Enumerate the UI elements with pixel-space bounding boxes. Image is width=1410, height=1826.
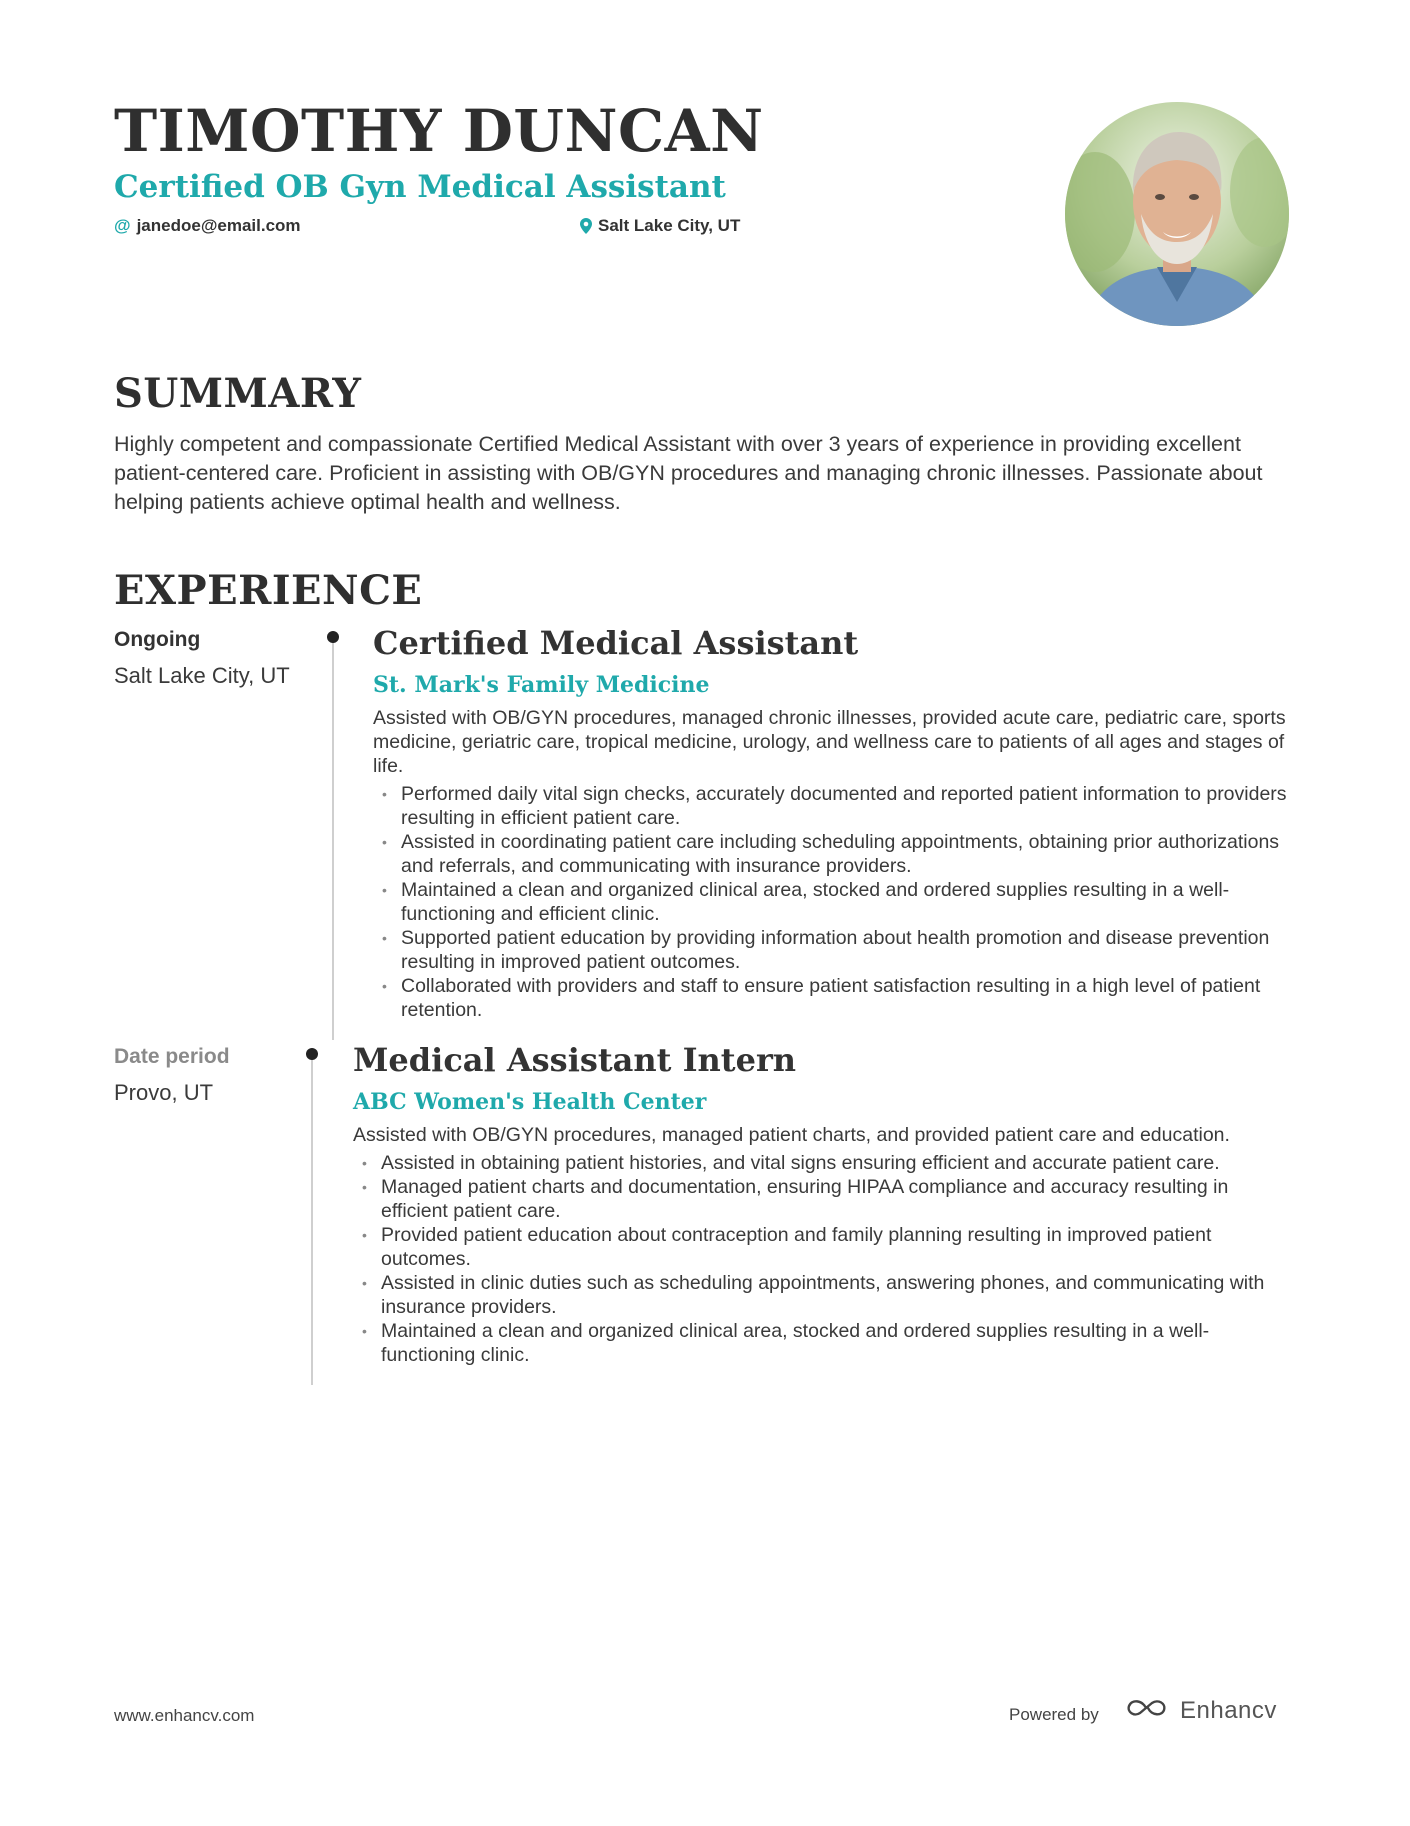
- bullet-item: • Performed daily vital sign checks, accurately documented and reported patient information to providers resulting in efficient patient care.: [373, 782, 1293, 830]
- email-text: janedoe@email.com: [136, 216, 301, 235]
- job-date: Ongoing: [114, 628, 201, 651]
- bullet-item: • Supported patient education by providing information about health promotion and disease prevention resulting in improved patient outcomes.: [373, 926, 1293, 974]
- timeline-line: [311, 1057, 313, 1385]
- bullet-item: • Collaborated with providers and staff to ensure patient satisfaction resulting in a high level of patient retention.: [373, 974, 1293, 1022]
- summary-heading: SUMMARY: [114, 370, 362, 417]
- bullet-item: • Maintained a clean and organized clinical area, stocked and ordered supplies resulting in a well-functioning and efficient clinic.: [373, 878, 1293, 926]
- job-description: Assisted with OB/GYN procedures, managed patient charts, and provided patient care and education.: [353, 1124, 1230, 1146]
- powered-by-text: Powered by: [1009, 1705, 1099, 1724]
- job-entry: [353, 1041, 1293, 1367]
- job-description: Assisted with OB/GYN procedures, managed chronic illnesses, provided acute care, pediatric care, sports medicine, geriatric care, tropical medicine, urology, and wellness care to patients of all ages and stages of life.: [373, 707, 1286, 777]
- job-title: Medical Assistant Intern: [353, 1041, 797, 1079]
- company-name: St. Mark's Family Medicine: [373, 672, 710, 698]
- at-icon: @: [114, 216, 131, 235]
- bullet-item: • Assisted in coordinating patient care including scheduling appointments, obtaining prior authorizations and referrals, and communicating with insurance providers.: [373, 830, 1293, 878]
- job-location: Salt Lake City, UT: [114, 663, 290, 688]
- candidate-name: TIMOTHY DUNCAN: [114, 97, 764, 165]
- job-date: Date period: [114, 1045, 230, 1068]
- location-pin-icon: [580, 218, 592, 234]
- footer-url[interactable]: www.enhancv.com: [114, 1706, 255, 1725]
- job-entry: [373, 624, 1293, 1022]
- bullet-item: • Maintained a clean and organized clinical area, stocked and ordered supplies resulting in a well-functioning clinic.: [353, 1319, 1293, 1367]
- candidate-title: Certified OB Gyn Medical Assistant: [114, 169, 726, 205]
- job-meta: [114, 1046, 230, 1105]
- job-bullets: [353, 1151, 1293, 1367]
- company-name: ABC Women's Health Center: [353, 1089, 707, 1115]
- contact-location: [580, 216, 740, 236]
- job-bullets: [373, 782, 1293, 1022]
- bullet-item: • Assisted in clinic duties such as scheduling appointments, answering phones, and communicating with insurance providers.: [353, 1271, 1293, 1319]
- timeline-dot: [327, 631, 339, 643]
- timeline-line: [332, 640, 334, 1040]
- bullet-item: • Managed patient charts and documentation, ensuring HIPAA compliance and accuracy resulting in efficient patient care.: [353, 1175, 1293, 1223]
- summary-text: Highly competent and compassionate Certified Medical Assistant with over 3 years of experience in providing excellent patient-centered care. Proficient in assisting with OB/GYN procedures and managing chronic illnesses. Passionate about helping patients achieve optimal health and wellness.: [114, 432, 1263, 514]
- bullet-item: • Provided patient education about contraception and family planning resulting in improved patient outcomes.: [353, 1223, 1293, 1271]
- enhancv-logo[interactable]: [1124, 1695, 1277, 1726]
- experience-heading: EXPERIENCE: [114, 567, 423, 614]
- profile-photo: [1065, 102, 1289, 326]
- location-text: Salt Lake City, UT: [598, 216, 741, 235]
- job-meta: [114, 629, 290, 688]
- timeline-dot: [306, 1048, 318, 1060]
- bullet-item: • Assisted in obtaining patient histories, and vital signs ensuring efficient and accurate patient care.: [353, 1151, 1293, 1175]
- job-location: Provo, UT: [114, 1080, 214, 1105]
- enhancv-mark-icon: [1124, 1695, 1170, 1726]
- job-title: Certified Medical Assistant: [373, 624, 859, 662]
- contact-email[interactable]: [114, 216, 301, 236]
- brand-name: Enhancv: [1180, 1696, 1277, 1724]
